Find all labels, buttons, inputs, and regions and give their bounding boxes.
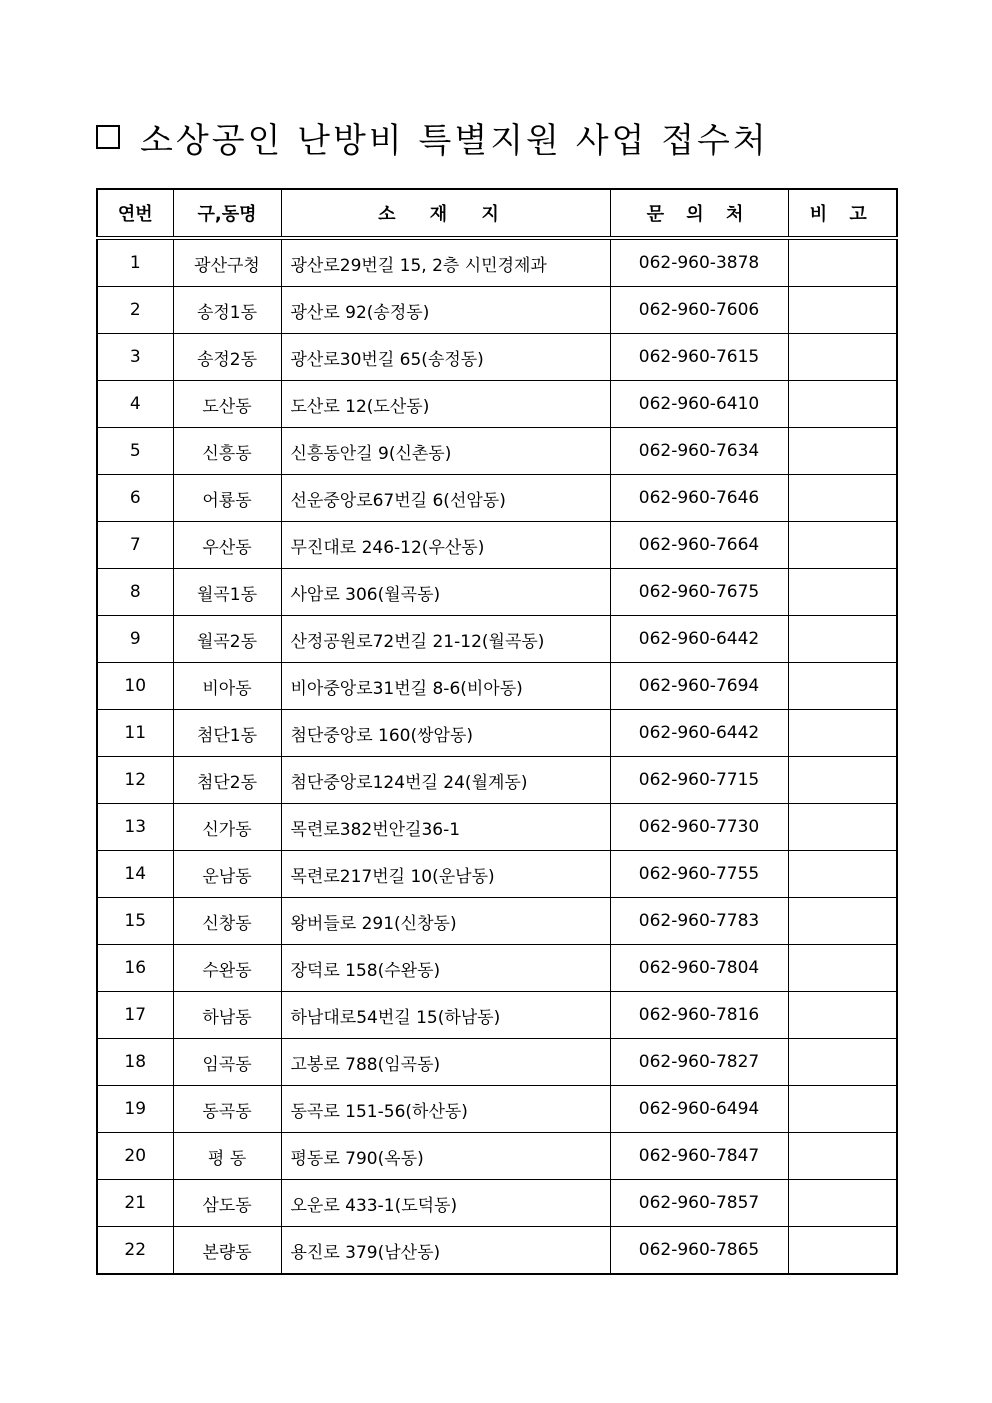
table-body bbox=[97, 238, 897, 1274]
cell-phone: 062-960-7865 bbox=[610, 1227, 788, 1275]
cell-phone: 062-960-6442 bbox=[610, 616, 788, 663]
cell-note bbox=[788, 804, 897, 851]
document-title-text: 소상공인 난방비 특별지원 사업 접수처 bbox=[140, 120, 769, 161]
cell-dong: 하남동 bbox=[173, 992, 281, 1039]
cell-note bbox=[788, 238, 897, 287]
cell-note bbox=[788, 1086, 897, 1133]
cell-phone: 062-960-7615 bbox=[610, 334, 788, 381]
cell-no: 10 bbox=[97, 663, 173, 710]
table-row bbox=[97, 992, 897, 1039]
cell-address: 용진로 379(남산동) bbox=[281, 1227, 610, 1275]
cell-note bbox=[788, 569, 897, 616]
cell-phone: 062-960-7675 bbox=[610, 569, 788, 616]
header-note: 비 고 bbox=[788, 189, 897, 238]
table-row bbox=[97, 898, 897, 945]
cell-address: 목련로382번안길36-1 bbox=[281, 804, 610, 851]
cell-address: 장덕로 158(수완동) bbox=[281, 945, 610, 992]
table-row bbox=[97, 475, 897, 522]
table-row bbox=[97, 334, 897, 381]
cell-address: 신흥동안길 9(신촌동) bbox=[281, 428, 610, 475]
cell-phone: 062-960-7816 bbox=[610, 992, 788, 1039]
cell-dong: 첨단1동 bbox=[173, 710, 281, 757]
cell-phone: 062-960-7694 bbox=[610, 663, 788, 710]
cell-note bbox=[788, 1133, 897, 1180]
cell-no: 8 bbox=[97, 569, 173, 616]
cell-no: 1 bbox=[97, 238, 173, 287]
cell-phone: 062-960-6410 bbox=[610, 381, 788, 428]
table-header-row bbox=[97, 189, 897, 238]
cell-no: 11 bbox=[97, 710, 173, 757]
cell-no: 18 bbox=[97, 1039, 173, 1086]
table-row bbox=[97, 710, 897, 757]
table-row bbox=[97, 757, 897, 804]
cell-phone: 062-960-7857 bbox=[610, 1180, 788, 1227]
cell-phone: 062-960-3878 bbox=[610, 238, 788, 287]
cell-phone: 062-960-6442 bbox=[610, 710, 788, 757]
cell-no: 16 bbox=[97, 945, 173, 992]
cell-phone: 062-960-7715 bbox=[610, 757, 788, 804]
checkbox-square-icon bbox=[96, 125, 120, 149]
cell-note bbox=[788, 1227, 897, 1275]
cell-address: 첨단중앙로 160(쌍암동) bbox=[281, 710, 610, 757]
cell-dong: 도산동 bbox=[173, 381, 281, 428]
cell-dong: 삼도동 bbox=[173, 1180, 281, 1227]
cell-address: 왕버들로 291(신창동) bbox=[281, 898, 610, 945]
cell-address: 사암로 306(월곡동) bbox=[281, 569, 610, 616]
cell-no: 13 bbox=[97, 804, 173, 851]
cell-address: 광산로30번길 65(송정동) bbox=[281, 334, 610, 381]
table-row bbox=[97, 1039, 897, 1086]
table-row bbox=[97, 804, 897, 851]
cell-no: 21 bbox=[97, 1180, 173, 1227]
cell-phone: 062-960-7634 bbox=[610, 428, 788, 475]
cell-phone: 062-960-7827 bbox=[610, 1039, 788, 1086]
cell-address: 산정공원로72번길 21-12(월곡동) bbox=[281, 616, 610, 663]
cell-phone: 062-960-7755 bbox=[610, 851, 788, 898]
table-row bbox=[97, 1133, 897, 1180]
document-title bbox=[96, 112, 769, 162]
cell-address: 무진대로 246-12(우산동) bbox=[281, 522, 610, 569]
cell-note bbox=[788, 898, 897, 945]
cell-dong: 동곡동 bbox=[173, 1086, 281, 1133]
cell-dong: 우산동 bbox=[173, 522, 281, 569]
cell-note bbox=[788, 1180, 897, 1227]
cell-note bbox=[788, 287, 897, 334]
cell-no: 5 bbox=[97, 428, 173, 475]
cell-no: 20 bbox=[97, 1133, 173, 1180]
cell-address: 오운로 433-1(도덕동) bbox=[281, 1180, 610, 1227]
cell-dong: 운남동 bbox=[173, 851, 281, 898]
cell-dong: 비아동 bbox=[173, 663, 281, 710]
cell-no: 22 bbox=[97, 1227, 173, 1275]
table-row bbox=[97, 851, 897, 898]
cell-phone: 062-960-7646 bbox=[610, 475, 788, 522]
cell-note bbox=[788, 381, 897, 428]
cell-phone: 062-960-7606 bbox=[610, 287, 788, 334]
cell-dong: 첨단2동 bbox=[173, 757, 281, 804]
cell-address: 평동로 790(옥동) bbox=[281, 1133, 610, 1180]
cell-no: 17 bbox=[97, 992, 173, 1039]
header-dong: 구,동명 bbox=[173, 189, 281, 238]
cell-note bbox=[788, 757, 897, 804]
cell-note bbox=[788, 334, 897, 381]
cell-note bbox=[788, 945, 897, 992]
table-row bbox=[97, 569, 897, 616]
table-row bbox=[97, 522, 897, 569]
cell-address: 하남대로54번길 15(하남동) bbox=[281, 992, 610, 1039]
table-row bbox=[97, 381, 897, 428]
table-row bbox=[97, 428, 897, 475]
cell-address: 선운중앙로67번길 6(선암동) bbox=[281, 475, 610, 522]
cell-dong: 신흥동 bbox=[173, 428, 281, 475]
cell-note bbox=[788, 428, 897, 475]
cell-note bbox=[788, 475, 897, 522]
cell-no: 12 bbox=[97, 757, 173, 804]
cell-address: 광산로29번길 15, 2층 시민경제과 bbox=[281, 238, 610, 287]
cell-no: 6 bbox=[97, 475, 173, 522]
cell-no: 19 bbox=[97, 1086, 173, 1133]
cell-address: 비아중앙로31번길 8-6(비아동) bbox=[281, 663, 610, 710]
cell-no: 15 bbox=[97, 898, 173, 945]
cell-address: 첨단중앙로124번길 24(월계동) bbox=[281, 757, 610, 804]
cell-address: 도산로 12(도산동) bbox=[281, 381, 610, 428]
cell-phone: 062-960-7847 bbox=[610, 1133, 788, 1180]
cell-phone: 062-960-7804 bbox=[610, 945, 788, 992]
cell-dong: 월곡1동 bbox=[173, 569, 281, 616]
cell-phone: 062-960-6494 bbox=[610, 1086, 788, 1133]
cell-no: 9 bbox=[97, 616, 173, 663]
cell-dong: 수완동 bbox=[173, 945, 281, 992]
cell-note bbox=[788, 851, 897, 898]
cell-dong: 신가동 bbox=[173, 804, 281, 851]
table-row bbox=[97, 616, 897, 663]
cell-address: 고봉로 788(임곡동) bbox=[281, 1039, 610, 1086]
cell-dong: 광산구청 bbox=[173, 238, 281, 287]
cell-dong: 송정2동 bbox=[173, 334, 281, 381]
cell-phone: 062-960-7783 bbox=[610, 898, 788, 945]
cell-address: 목련로217번길 10(운남동) bbox=[281, 851, 610, 898]
cell-no: 7 bbox=[97, 522, 173, 569]
table-row bbox=[97, 1180, 897, 1227]
cell-no: 4 bbox=[97, 381, 173, 428]
cell-dong: 평 동 bbox=[173, 1133, 281, 1180]
cell-address: 광산로 92(송정동) bbox=[281, 287, 610, 334]
cell-note bbox=[788, 1039, 897, 1086]
header-phone: 문 의 처 bbox=[610, 189, 788, 238]
cell-dong: 신창동 bbox=[173, 898, 281, 945]
cell-dong: 송정1동 bbox=[173, 287, 281, 334]
cell-no: 2 bbox=[97, 287, 173, 334]
cell-note bbox=[788, 522, 897, 569]
cell-dong: 본량동 bbox=[173, 1227, 281, 1275]
cell-note bbox=[788, 663, 897, 710]
cell-dong: 어룡동 bbox=[173, 475, 281, 522]
cell-note bbox=[788, 710, 897, 757]
header-no: 연번 bbox=[97, 189, 173, 238]
cell-no: 14 bbox=[97, 851, 173, 898]
header-address: 소 재 지 bbox=[281, 189, 610, 238]
table-row bbox=[97, 287, 897, 334]
cell-note bbox=[788, 992, 897, 1039]
cell-address: 동곡로 151-56(하산동) bbox=[281, 1086, 610, 1133]
table-row bbox=[97, 1227, 897, 1275]
cell-phone: 062-960-7730 bbox=[610, 804, 788, 851]
table-row bbox=[97, 1086, 897, 1133]
cell-phone: 062-960-7664 bbox=[610, 522, 788, 569]
cell-dong: 임곡동 bbox=[173, 1039, 281, 1086]
table-row bbox=[97, 945, 897, 992]
table-row bbox=[97, 238, 897, 287]
cell-no: 3 bbox=[97, 334, 173, 381]
registration-office-table bbox=[96, 188, 898, 1275]
table-row bbox=[97, 663, 897, 710]
cell-dong: 월곡2동 bbox=[173, 616, 281, 663]
cell-note bbox=[788, 616, 897, 663]
